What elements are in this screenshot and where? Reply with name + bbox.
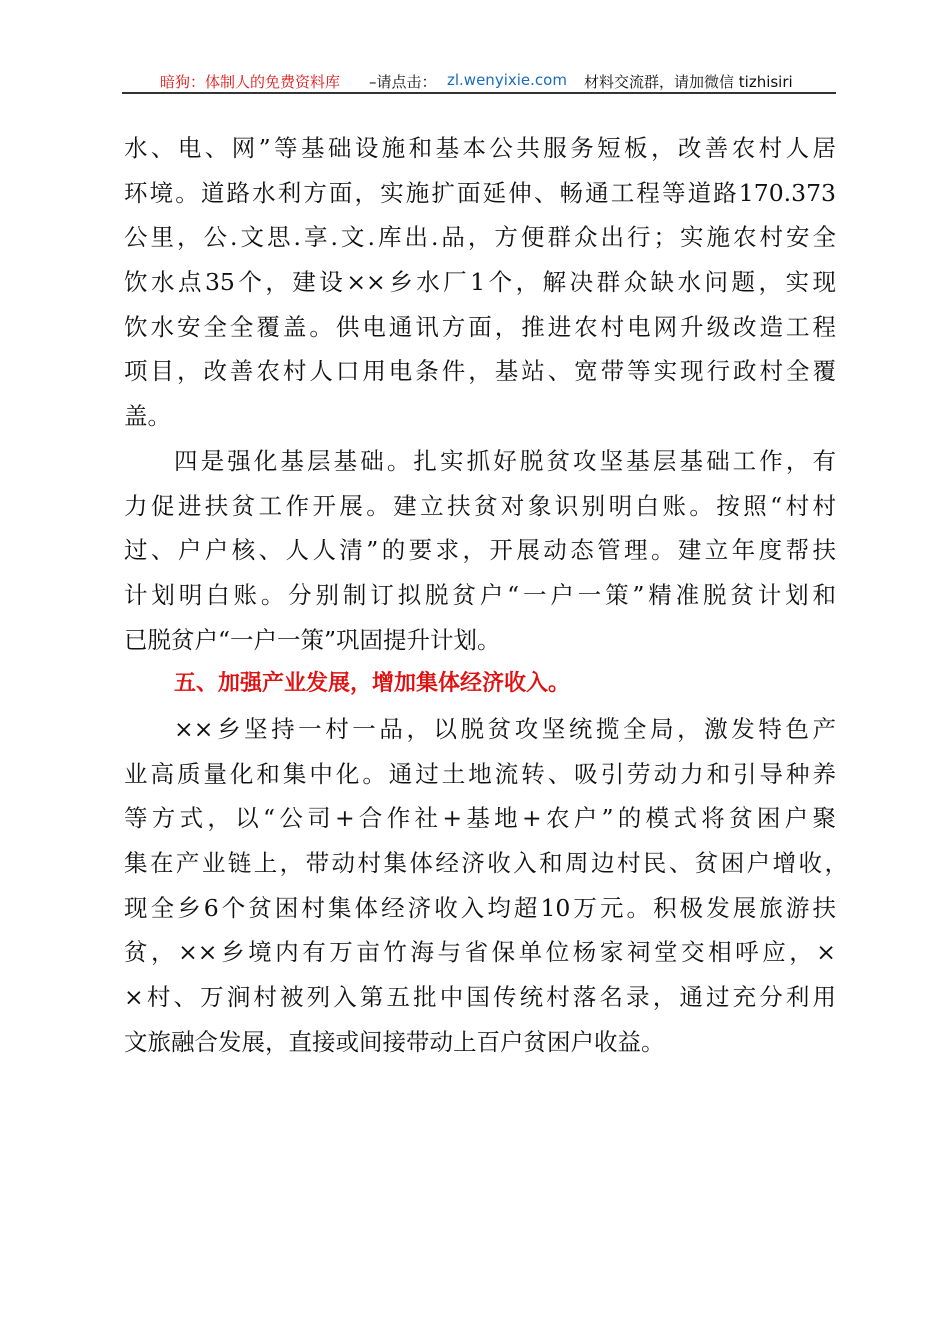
- text-line: 公里，公.文思.享.文.库出.品，方便群众出行；实施农村安全: [124, 223, 836, 252]
- text-line: 计划明白账。分别制订拟脱贫户“一户一策”精准脱贫计划和: [124, 580, 836, 609]
- header-contact: 材料交流群，请加微信 tizhisiri: [584, 73, 793, 91]
- paragraph-start: ××乡坚持一村一品，以脱贫攻坚统揽全局，激发特色产: [174, 714, 836, 743]
- text-line: 业高质量化和集中化。通过土地流转、吸引劳动力和引导种养: [124, 759, 836, 788]
- header-brand: 暗狗：体制人的免费资料库: [160, 73, 341, 91]
- text-line: 已脱贫户“一户一策”巩固提升计划。: [124, 625, 501, 654]
- text-line: 等方式，以“公司+合作社+基地+农户”的模式将贫困户聚: [124, 804, 836, 833]
- paragraph-start: 四是强化基层基础。扎实抓好脱贫攻坚基层基础工作，有: [174, 446, 836, 475]
- section-heading: 五、加强产业发展，增加集体经济收入。: [174, 671, 571, 697]
- text-line: 现全乡6个贫困村集体经济收入均超10万元。积极发展旅游扶: [124, 893, 836, 922]
- text-line: 饮水安全全覆盖。供电通讯方面，推进农村电网升级改造工程: [124, 312, 836, 341]
- header-link[interactable]: zl.wenyixie.com: [447, 71, 567, 89]
- header-cta: –请点击：: [369, 73, 437, 91]
- text-line: 贫，××乡境内有万亩竹海与省保单位杨家祠堂交相呼应，×: [124, 938, 836, 967]
- text-line: 文旅融合发展，直接或间接带动上百户贫困户收益。: [124, 1027, 665, 1056]
- text-line: 水、电、网”等基础设施和基本公共服务短板，改善农村人居: [124, 134, 836, 162]
- text-line: ×村、万涧村被列入第五批中国传统村落名录，通过充分利用: [124, 983, 836, 1012]
- document-body: [124, 126, 848, 1064]
- text-line: 力促进扶贫工作开展。建立扶贫对象识别明白账。按照“村村: [124, 491, 836, 520]
- text-line: 过、户户核、人人清”的要求，开展动态管理。建立年度帮扶: [124, 536, 836, 565]
- text-line: 集在产业链上，带动村集体经济收入和周边村民、贫困户增收，: [124, 849, 848, 877]
- text-line: 饮水点35个，建设××乡水厂1个，解决群众缺水问题，实现: [124, 268, 836, 297]
- page-header: [122, 68, 836, 94]
- text-line: 环境。道路水利方面，实施扩面延伸、畅通工程等道路170.373: [124, 178, 836, 207]
- text-line: 盖。: [124, 402, 171, 431]
- text-line: 项目，改善农村人口用电条件，基站、宽带等实现行政村全覆: [124, 357, 836, 386]
